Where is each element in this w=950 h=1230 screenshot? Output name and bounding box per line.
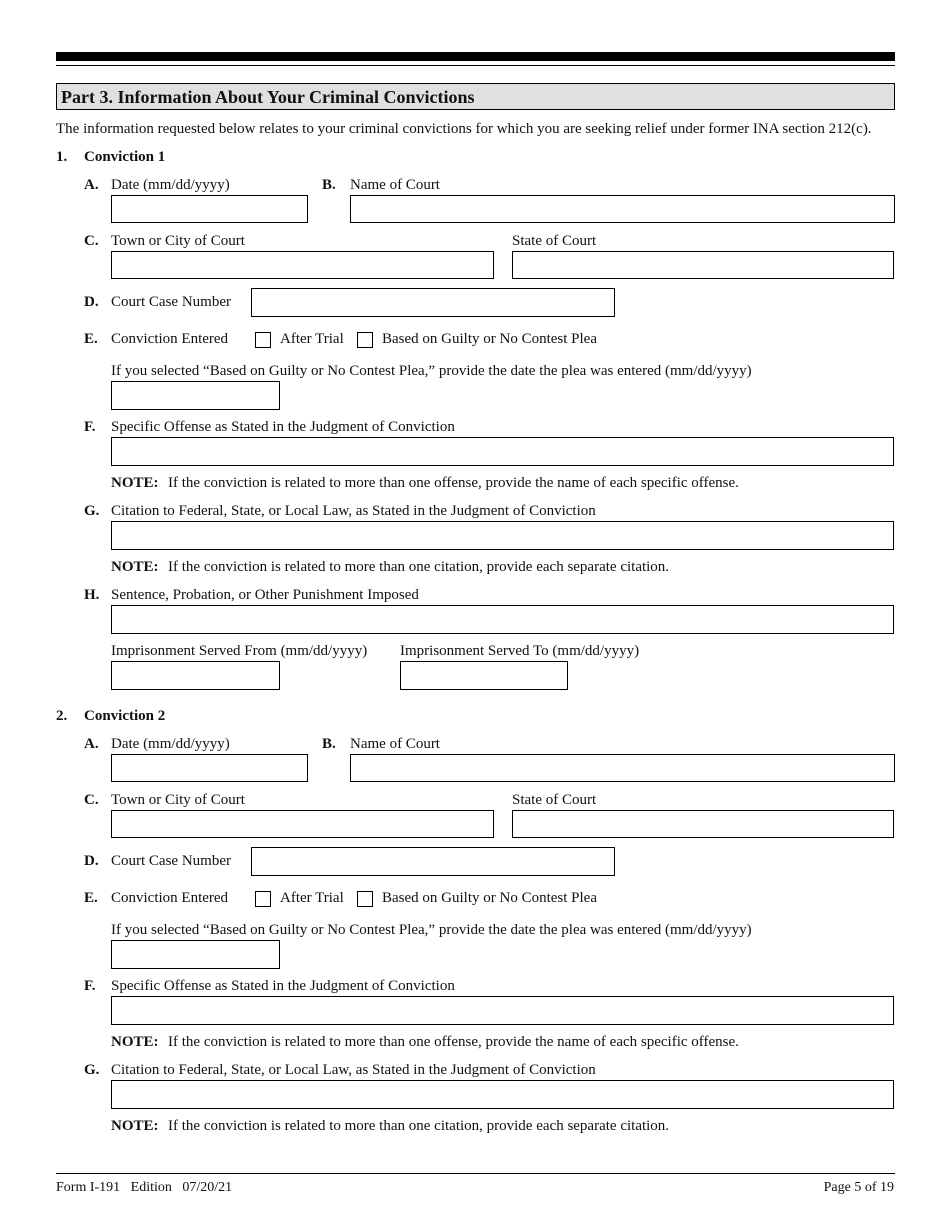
c2-citation-field[interactable] bbox=[111, 1080, 894, 1109]
served-to-label: Imprisonment Served To (mm/dd/yyyy) bbox=[400, 643, 640, 659]
footer-form-edition: Form I-191 Edition 07/20/21 bbox=[56, 1180, 233, 1195]
c1-court-town-field[interactable] bbox=[111, 251, 494, 279]
date-label: Date (mm/dd/yyyy) bbox=[111, 736, 230, 752]
note-label: NOTE: bbox=[111, 559, 159, 575]
note-label: NOTE: bbox=[111, 1118, 159, 1134]
served-from-label: Imprisonment Served From (mm/dd/yyyy) bbox=[111, 643, 368, 659]
c2-specific-offense-field[interactable] bbox=[111, 996, 894, 1025]
court-state-label: State of Court bbox=[512, 792, 597, 808]
c1-case-number-field[interactable] bbox=[251, 288, 615, 317]
c1-citation-field[interactable] bbox=[111, 521, 894, 550]
c1-court-state-field[interactable] bbox=[512, 251, 894, 279]
case-number-label: Court Case Number bbox=[111, 853, 231, 869]
item-f-letter: F. bbox=[84, 419, 96, 435]
conviction-1-number: 1. bbox=[56, 149, 68, 165]
top-thick-rule bbox=[56, 52, 895, 61]
conviction-2-number: 2. bbox=[56, 708, 68, 724]
guilty-plea-label: Based on Guilty or No Contest Plea bbox=[382, 890, 597, 906]
c1-plea-date-field[interactable] bbox=[111, 381, 280, 410]
case-number-label: Court Case Number bbox=[111, 294, 231, 310]
specific-offense-label: Specific Offense as Stated in the Judgment of Conviction bbox=[111, 419, 455, 435]
footer-rule bbox=[56, 1173, 895, 1174]
part-3-header: Part 3. Information About Your Criminal Convictions bbox=[56, 83, 895, 110]
after-trial-label: After Trial bbox=[280, 890, 344, 906]
c2-court-state-field[interactable] bbox=[512, 810, 894, 838]
item-g-letter: G. bbox=[84, 1062, 100, 1078]
item-e-letter: E. bbox=[84, 331, 98, 347]
note-citation: If the conviction is related to more than one citation, provide each separate citation. bbox=[168, 1118, 670, 1134]
c1-specific-offense-field[interactable] bbox=[111, 437, 894, 466]
item-a-letter: A. bbox=[84, 177, 99, 193]
item-a-letter: A. bbox=[84, 736, 99, 752]
guilty-plea-label: Based on Guilty or No Contest Plea bbox=[382, 331, 597, 347]
c1-date-field[interactable] bbox=[111, 195, 308, 223]
c1-guilty-plea-checkbox[interactable] bbox=[357, 332, 373, 348]
c2-guilty-plea-checkbox[interactable] bbox=[357, 891, 373, 907]
part-3-intro: The information requested below relates to your criminal convictions for which you are seeking relief under former INA section 212(c). bbox=[56, 121, 872, 137]
note-citation: If the conviction is related to more than one citation, provide each separate citation. bbox=[168, 559, 670, 575]
item-b-letter: B. bbox=[322, 177, 336, 193]
after-trial-label: After Trial bbox=[280, 331, 344, 347]
conviction-2-title: Conviction 2 bbox=[84, 708, 166, 724]
court-town-label: Town or City of Court bbox=[111, 792, 245, 808]
c2-plea-date-field[interactable] bbox=[111, 940, 280, 969]
court-name-label: Name of Court bbox=[350, 736, 440, 752]
item-g-letter: G. bbox=[84, 503, 100, 519]
item-e-letter: E. bbox=[84, 890, 98, 906]
note-label: NOTE: bbox=[111, 475, 159, 491]
c2-court-town-field[interactable] bbox=[111, 810, 494, 838]
c1-sentence-field[interactable] bbox=[111, 605, 894, 634]
item-d-letter: D. bbox=[84, 294, 99, 310]
note-label: NOTE: bbox=[111, 1034, 159, 1050]
sentence-label: Sentence, Probation, or Other Punishment Imposed bbox=[111, 587, 419, 603]
c1-court-name-field[interactable] bbox=[350, 195, 895, 223]
court-name-label: Name of Court bbox=[350, 177, 440, 193]
item-h-letter: H. bbox=[84, 587, 100, 603]
note-offense: If the conviction is related to more than one offense, provide the name of each specific offense. bbox=[168, 475, 739, 491]
citation-label: Citation to Federal, State, or Local Law, as Stated in the Judgment of Conviction bbox=[111, 503, 596, 519]
c2-court-name-field[interactable] bbox=[350, 754, 895, 782]
court-state-label: State of Court bbox=[512, 233, 597, 249]
date-label: Date (mm/dd/yyyy) bbox=[111, 177, 230, 193]
top-thin-rule bbox=[56, 65, 895, 66]
citation-label: Citation to Federal, State, or Local Law, as Stated in the Judgment of Conviction bbox=[111, 1062, 596, 1078]
c1-served-from-field[interactable] bbox=[111, 661, 280, 690]
note-offense: If the conviction is related to more than one offense, provide the name of each specific offense. bbox=[168, 1034, 739, 1050]
c2-after-trial-checkbox[interactable] bbox=[255, 891, 271, 907]
plea-date-prompt: If you selected “Based on Guilty or No Contest Plea,” provide the date the plea was entered (mm/dd/yyyy) bbox=[111, 922, 752, 938]
court-town-label: Town or City of Court bbox=[111, 233, 245, 249]
conviction-entered-label: Conviction Entered bbox=[111, 331, 229, 347]
conviction-1-title: Conviction 1 bbox=[84, 149, 166, 165]
plea-date-prompt: If you selected “Based on Guilty or No Contest Plea,” provide the date the plea was entered (mm/dd/yyyy) bbox=[111, 363, 752, 379]
footer-page-number: Page 5 of 19 bbox=[823, 1180, 894, 1195]
c2-date-field[interactable] bbox=[111, 754, 308, 782]
specific-offense-label: Specific Offense as Stated in the Judgment of Conviction bbox=[111, 978, 455, 994]
c2-case-number-field[interactable] bbox=[251, 847, 615, 876]
item-c-letter: C. bbox=[84, 233, 99, 249]
item-f-letter: F. bbox=[84, 978, 96, 994]
conviction-entered-label: Conviction Entered bbox=[111, 890, 229, 906]
c1-after-trial-checkbox[interactable] bbox=[255, 332, 271, 348]
item-c-letter: C. bbox=[84, 792, 99, 808]
item-b-letter: B. bbox=[322, 736, 336, 752]
item-d-letter: D. bbox=[84, 853, 99, 869]
c1-served-to-field[interactable] bbox=[400, 661, 568, 690]
